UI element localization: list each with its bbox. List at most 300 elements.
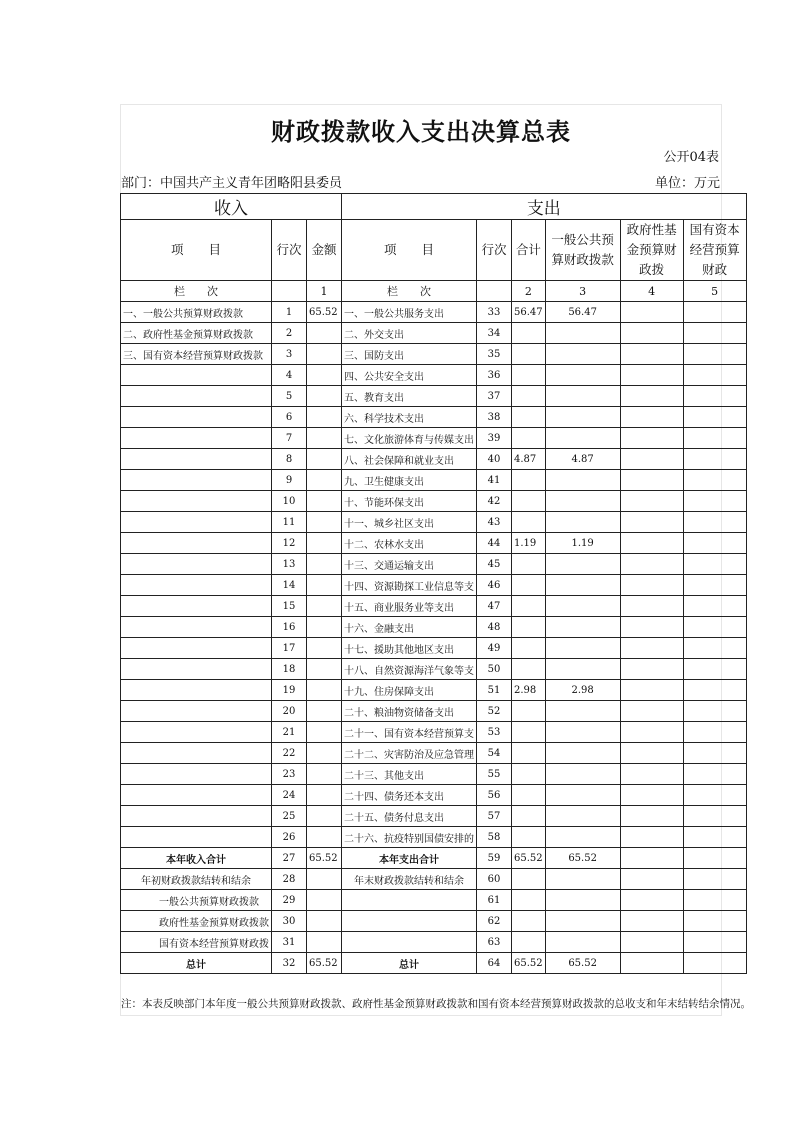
expense-gen-budget [545, 785, 620, 806]
col-index-1: 1 [307, 281, 342, 302]
expense-gen-budget [545, 407, 620, 428]
expense-state-capital [683, 785, 746, 806]
expense-state-capital [683, 659, 746, 680]
empty-cell [545, 932, 620, 953]
department-label: 部门：中国共产主义青年团略阳县委员 [121, 176, 343, 191]
income-amount [307, 470, 342, 491]
expense-gen-budget [545, 659, 620, 680]
expense-state-capital [683, 491, 746, 512]
empty-cell [307, 932, 342, 953]
table-row [121, 806, 747, 827]
col-index-blank [272, 281, 307, 302]
income-item [121, 638, 272, 659]
income-line: 19 [272, 680, 307, 701]
year-expense-gen: 65.52 [545, 848, 620, 869]
income-item [121, 722, 272, 743]
expense-total [512, 323, 546, 344]
income-amount [307, 806, 342, 827]
expense-gov-fund [620, 743, 683, 764]
expense-state-capital [683, 743, 746, 764]
table-row [121, 701, 747, 722]
expense-gov-fund [620, 386, 683, 407]
expense-gov-fund [620, 491, 683, 512]
income-line: 8 [272, 449, 307, 470]
expense-total [512, 659, 546, 680]
income-amount [307, 323, 342, 344]
income-item [121, 449, 272, 470]
year-total-row [121, 848, 747, 869]
expense-line: 34 [477, 323, 512, 344]
col-index-4: 4 [620, 281, 683, 302]
income-amount [307, 407, 342, 428]
table-row [121, 428, 747, 449]
expense-item: 五、教育支出 [342, 386, 477, 407]
empty-cell [342, 911, 477, 932]
expense-gen-budget [545, 512, 620, 533]
income-item: 一、一般公共预算财政拨款 [121, 302, 272, 323]
income-line: 12 [272, 533, 307, 554]
empty-cell [683, 911, 746, 932]
expense-gen-budget [545, 365, 620, 386]
table-row [121, 449, 747, 470]
expense-line: 47 [477, 596, 512, 617]
expense-gen-budget [545, 701, 620, 722]
grand-gen: 65.52 [545, 953, 620, 974]
expense-gen-budget [545, 722, 620, 743]
expense-item: 七、文化旅游体育与传媒支出 [342, 428, 477, 449]
income-item [121, 743, 272, 764]
expense-gov-fund [620, 344, 683, 365]
gov-line: 30 [272, 911, 307, 932]
income-amount [307, 575, 342, 596]
empty-cell [683, 848, 746, 869]
income-item [121, 617, 272, 638]
income-amount [307, 638, 342, 659]
expense-item: 一、一般公共服务支出 [342, 302, 477, 323]
empty-cell [683, 890, 746, 911]
expense-item: 二十四、债务还本支出 [342, 785, 477, 806]
expense-gov-fund [620, 827, 683, 848]
empty-cell [545, 869, 620, 890]
header-gov-fund: 政府性基金预算财政拨 [620, 220, 683, 281]
empty-cell [512, 932, 546, 953]
expense-state-capital [683, 302, 746, 323]
expense-gov-fund [620, 659, 683, 680]
expense-total [512, 722, 546, 743]
income-line: 24 [272, 785, 307, 806]
header-gen-budget: 一般公共预算财政拨款 [545, 220, 620, 281]
year-expense-total: 65.52 [512, 848, 546, 869]
sc-line: 31 [272, 932, 307, 953]
end-line: 60 [477, 869, 512, 890]
col-index-blank2 [477, 281, 512, 302]
expense-line: 38 [477, 407, 512, 428]
expense-state-capital [683, 344, 746, 365]
section-header-row [121, 194, 747, 220]
expense-line: 56 [477, 785, 512, 806]
income-line: 3 [272, 344, 307, 365]
empty-cell [307, 890, 342, 911]
empty-cell [512, 890, 546, 911]
empty-cell [683, 869, 746, 890]
expense-item: 十七、援助其他地区支出 [342, 638, 477, 659]
income-amount [307, 554, 342, 575]
empty-cell [545, 911, 620, 932]
table-row [121, 407, 747, 428]
income-amount [307, 743, 342, 764]
income-item [121, 785, 272, 806]
carryover-gen-row [121, 890, 747, 911]
income-line: 15 [272, 596, 307, 617]
table-row [121, 554, 747, 575]
expense-gov-fund [620, 722, 683, 743]
income-amount [307, 785, 342, 806]
expense-line: 41 [477, 470, 512, 491]
expense-total [512, 785, 546, 806]
income-line: 17 [272, 638, 307, 659]
expense-item: 六、科学技术支出 [342, 407, 477, 428]
expense-line: 58 [477, 827, 512, 848]
expense-item: 八、社会保障和就业支出 [342, 449, 477, 470]
table-row [121, 659, 747, 680]
table-row [121, 617, 747, 638]
income-line: 7 [272, 428, 307, 449]
empty-cell [620, 848, 683, 869]
expense-gov-fund [620, 365, 683, 386]
expense-state-capital [683, 722, 746, 743]
grand-label: 总计 [121, 953, 272, 974]
income-line: 23 [272, 764, 307, 785]
expense-gen-budget: 4.87 [545, 449, 620, 470]
income-item [121, 491, 272, 512]
expense-state-capital [683, 617, 746, 638]
table-row [121, 344, 747, 365]
income-line: 20 [272, 701, 307, 722]
expense-gen-budget [545, 428, 620, 449]
expense-item: 二、外交支出 [342, 323, 477, 344]
income-item [121, 470, 272, 491]
expense-total [512, 491, 546, 512]
expense-gov-fund [620, 701, 683, 722]
expense-line: 55 [477, 764, 512, 785]
empty-cell [620, 869, 683, 890]
header-total: 合计 [512, 220, 546, 281]
expense-total [512, 596, 546, 617]
income-item [121, 512, 272, 533]
empty-cell [620, 953, 683, 974]
expense-state-capital [683, 764, 746, 785]
income-item [121, 680, 272, 701]
income-amount [307, 491, 342, 512]
expense-line: 42 [477, 491, 512, 512]
income-line: 21 [272, 722, 307, 743]
expense-item: 十九、住房保障支出 [342, 680, 477, 701]
expense-gen-budget [545, 617, 620, 638]
expense-gov-fund [620, 533, 683, 554]
expense-gen-budget: 56.47 [545, 302, 620, 323]
table-row [121, 764, 747, 785]
expense-state-capital [683, 638, 746, 659]
income-amount [307, 680, 342, 701]
income-line: 14 [272, 575, 307, 596]
income-amount [307, 344, 342, 365]
header-state-capital: 国有资本经营预算财政 [683, 220, 746, 281]
table-row [121, 575, 747, 596]
expense-state-capital [683, 470, 746, 491]
expense-line: 46 [477, 575, 512, 596]
expense-item: 三、国防支出 [342, 344, 477, 365]
expense-state-capital [683, 386, 746, 407]
header-line: 行次 [272, 220, 307, 281]
income-line: 4 [272, 365, 307, 386]
grand-total-row [121, 953, 747, 974]
expense-line: 44 [477, 533, 512, 554]
income-amount [307, 617, 342, 638]
unit-label: 单位：万元 [654, 176, 720, 191]
expense-total [512, 407, 546, 428]
expense-total [512, 764, 546, 785]
page-title: 财政拨款收入支出决算总表 [271, 117, 571, 146]
empty-cell [307, 869, 342, 890]
expense-gen-budget: 1.19 [545, 533, 620, 554]
expense-gov-fund [620, 680, 683, 701]
expense-item: 十、节能环保支出 [342, 491, 477, 512]
expense-total [512, 806, 546, 827]
expense-gen-budget [545, 575, 620, 596]
col-index-5: 5 [683, 281, 746, 302]
empty-cell [620, 911, 683, 932]
table-row [121, 680, 747, 701]
header-amount: 金额 [307, 220, 342, 281]
form-number: 公开04表 [663, 150, 719, 165]
header-line2: 行次 [477, 220, 512, 281]
empty-cell [620, 932, 683, 953]
col-index-3: 3 [545, 281, 620, 302]
income-amount [307, 512, 342, 533]
expense-gen-budget [545, 806, 620, 827]
expense-gov-fund [620, 764, 683, 785]
expense-state-capital [683, 533, 746, 554]
begin-label: 年初财政拨款结转和结余 [121, 869, 272, 890]
income-amount [307, 659, 342, 680]
expense-item: 二十一、国有资本经营预算支 [342, 722, 477, 743]
income-item [121, 575, 272, 596]
table-row [121, 827, 747, 848]
expense-line: 54 [477, 743, 512, 764]
expense-gen-budget [545, 764, 620, 785]
end-label: 年末财政拨款结转和结余 [342, 869, 477, 890]
expense-item: 九、卫生健康支出 [342, 470, 477, 491]
expense-total [512, 701, 546, 722]
expense-line: 43 [477, 512, 512, 533]
income-amount [307, 386, 342, 407]
expense-line: 53 [477, 722, 512, 743]
expense-total [512, 428, 546, 449]
income-item [121, 806, 272, 827]
grand-total: 65.52 [512, 953, 546, 974]
expense-item: 二十、粮油物资储备支出 [342, 701, 477, 722]
expense-gov-fund [620, 512, 683, 533]
expense-line: 51 [477, 680, 512, 701]
expense-state-capital [683, 365, 746, 386]
grand-amt: 65.52 [307, 953, 342, 974]
table-row [121, 722, 747, 743]
expense-state-capital [683, 554, 746, 575]
expense-gen-budget [545, 743, 620, 764]
income-line: 5 [272, 386, 307, 407]
expense-gov-fund [620, 470, 683, 491]
expense-gov-fund [620, 596, 683, 617]
income-line: 16 [272, 617, 307, 638]
empty-cell [512, 911, 546, 932]
year-income-label: 本年收入合计 [121, 848, 272, 869]
expense-gov-fund [620, 449, 683, 470]
expense-gov-fund [620, 323, 683, 344]
expense-gov-fund [620, 785, 683, 806]
table-row [121, 596, 747, 617]
income-line: 22 [272, 743, 307, 764]
expense-gen-budget [545, 554, 620, 575]
table-row [121, 785, 747, 806]
expense-gen-budget [545, 638, 620, 659]
carryover-gov-row [121, 911, 747, 932]
income-amount [307, 827, 342, 848]
income-item [121, 554, 272, 575]
expense-state-capital [683, 680, 746, 701]
income-line: 2 [272, 323, 307, 344]
expense-section-header: 支出 [342, 194, 747, 220]
gov-label: 政府性基金预算财政拨款 [121, 911, 272, 932]
column-header-row [121, 220, 747, 281]
gov-line2: 62 [477, 911, 512, 932]
income-item: 三、国有资本经营预算财政拨款 [121, 344, 272, 365]
expense-line: 37 [477, 386, 512, 407]
income-amount [307, 449, 342, 470]
income-amount: 65.52 [307, 302, 342, 323]
expense-line: 48 [477, 617, 512, 638]
grand-label2: 总计 [342, 953, 477, 974]
table-row [121, 743, 747, 764]
income-line: 1 [272, 302, 307, 323]
income-amount [307, 722, 342, 743]
income-section-header: 收入 [121, 194, 342, 220]
expense-line: 57 [477, 806, 512, 827]
expense-total [512, 386, 546, 407]
year-income-line: 27 [272, 848, 307, 869]
expense-state-capital [683, 512, 746, 533]
income-item [121, 827, 272, 848]
income-item [121, 764, 272, 785]
expense-gen-budget [545, 491, 620, 512]
expense-line: 52 [477, 701, 512, 722]
income-item [121, 428, 272, 449]
income-line: 11 [272, 512, 307, 533]
expense-line: 33 [477, 302, 512, 323]
expense-item: 十五、商业服务业等支出 [342, 596, 477, 617]
expense-line: 49 [477, 638, 512, 659]
income-line: 26 [272, 827, 307, 848]
expense-total [512, 743, 546, 764]
expense-state-capital [683, 407, 746, 428]
column-index-row [121, 281, 747, 302]
expense-state-capital [683, 323, 746, 344]
year-income-amt: 65.52 [307, 848, 342, 869]
col-index-label: 栏 次 [121, 281, 272, 302]
expense-state-capital [683, 449, 746, 470]
carryover-row [121, 869, 747, 890]
income-amount [307, 701, 342, 722]
expense-item: 四、公共安全支出 [342, 365, 477, 386]
year-expense-line: 59 [477, 848, 512, 869]
expense-gov-fund [620, 575, 683, 596]
income-amount [307, 365, 342, 386]
expense-total [512, 344, 546, 365]
expense-line: 45 [477, 554, 512, 575]
sc-line2: 63 [477, 932, 512, 953]
income-line: 13 [272, 554, 307, 575]
expense-item: 十一、城乡社区支出 [342, 512, 477, 533]
expense-gov-fund [620, 638, 683, 659]
table-row [121, 512, 747, 533]
grand-line: 32 [272, 953, 307, 974]
expense-total: 56.47 [512, 302, 546, 323]
income-amount [307, 596, 342, 617]
expense-gen-budget [545, 596, 620, 617]
empty-cell [512, 869, 546, 890]
carryover-sc-row [121, 932, 747, 953]
gen-line2: 61 [477, 890, 512, 911]
expense-gov-fund [620, 806, 683, 827]
table-row [121, 365, 747, 386]
expense-state-capital [683, 596, 746, 617]
gen-line: 29 [272, 890, 307, 911]
col-index-2: 2 [512, 281, 546, 302]
expense-gov-fund [620, 554, 683, 575]
expense-line: 35 [477, 344, 512, 365]
expense-state-capital [683, 827, 746, 848]
income-item [121, 596, 272, 617]
expense-gov-fund [620, 407, 683, 428]
income-amount [307, 428, 342, 449]
budget-table [120, 193, 747, 974]
expense-state-capital [683, 806, 746, 827]
expense-item: 十四、资源勘探工业信息等支 [342, 575, 477, 596]
expense-item: 十二、农林水支出 [342, 533, 477, 554]
expense-state-capital [683, 701, 746, 722]
expense-line: 40 [477, 449, 512, 470]
footnote: 注：本表反映部门本年度一般公共预算财政拨款、政府性基金预算财政拨款和国有资本经营预算财政拨款的总收支和年末结转结余情况。 [121, 998, 751, 1010]
expense-item: 十六、金融支出 [342, 617, 477, 638]
income-line: 9 [272, 470, 307, 491]
expense-item: 二十三、其他支出 [342, 764, 477, 785]
expense-gen-budget [545, 470, 620, 491]
empty-cell [342, 890, 477, 911]
grand-line2: 64 [477, 953, 512, 974]
expense-gov-fund [620, 302, 683, 323]
expense-line: 39 [477, 428, 512, 449]
gen-label: 一般公共预算财政拨款 [121, 890, 272, 911]
table-row [121, 302, 747, 323]
income-item [121, 365, 272, 386]
expense-gov-fund [620, 617, 683, 638]
expense-item: 二十六、抗疫特别国债安排的 [342, 827, 477, 848]
header-item2: 项 目 [342, 220, 477, 281]
expense-line: 36 [477, 365, 512, 386]
empty-cell [307, 911, 342, 932]
col-index-label2: 栏 次 [342, 281, 477, 302]
income-line: 25 [272, 806, 307, 827]
income-line: 10 [272, 491, 307, 512]
